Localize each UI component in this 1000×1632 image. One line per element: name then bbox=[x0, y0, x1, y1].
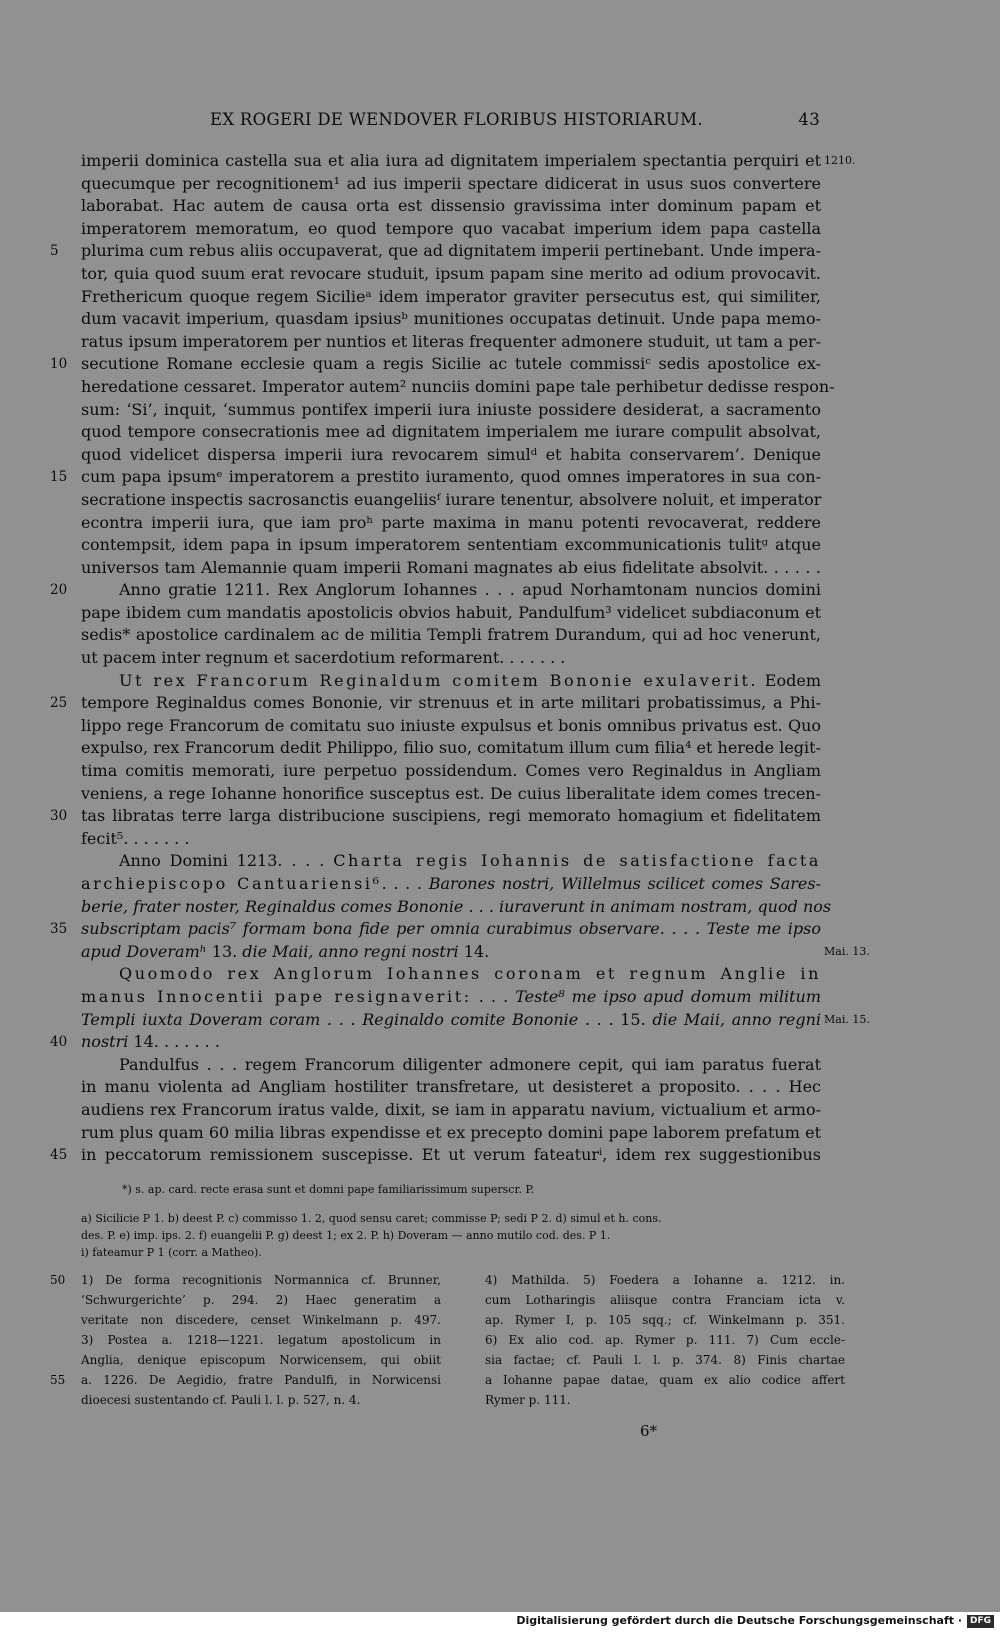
text-line bbox=[0, 466, 1000, 489]
spaced-heading: manus Innocentii pape resignaverit: bbox=[81, 986, 472, 1006]
line-text bbox=[81, 331, 821, 354]
line-text bbox=[81, 399, 821, 422]
text-line bbox=[0, 828, 1000, 851]
text-line bbox=[0, 692, 1000, 715]
text-line bbox=[0, 1054, 1000, 1077]
note-line bbox=[50, 1370, 441, 1390]
spaced-heading: Ut rex Francorum Reginaldum comitem Bononie exulaverit. bbox=[119, 670, 759, 690]
line-number: 40 bbox=[50, 1034, 68, 1051]
italic-text: berie, frater noster, Reginaldus comes Bononie . . . iuraverunt in animam nostram, quod nos bbox=[81, 896, 832, 916]
line-text bbox=[81, 263, 821, 286]
note-text: 1) De forma recognitionis Normannica cf. Brunner, bbox=[81, 1273, 441, 1287]
italic-text: die Maii, anno regni bbox=[652, 1009, 822, 1029]
spaced-heading: archiepiscopo Cantuariensi⁶ bbox=[81, 874, 382, 893]
line-number: 5 bbox=[50, 243, 59, 260]
text-segment: tor, quia quod suum erat revocare studuit, ipsum papam sine merito ad odium provocavit. bbox=[81, 263, 821, 283]
text-segment: Frethericum quoque regem Sicilieᵃ idem imperator graviter persecutus est, qui similiter, bbox=[81, 286, 821, 306]
text-segment: lippo rege Francorum de comitatu suo iniuste expulsus et bonis omnibus privatus est. Quo bbox=[81, 715, 821, 735]
text-segment: contempsit, idem papa in ipsum imperatorem sententiam excommunicationis tulitᵍ atque bbox=[81, 535, 821, 555]
line-text bbox=[81, 376, 835, 399]
text-line bbox=[0, 737, 1000, 760]
text-line bbox=[0, 986, 1000, 1009]
line-text bbox=[81, 421, 821, 444]
line-text bbox=[81, 444, 821, 467]
notes-left-column bbox=[50, 1270, 441, 1410]
line-text bbox=[81, 240, 821, 263]
text-segment: 13. bbox=[206, 941, 243, 961]
text-segment: tempore Reginaldus comes Bononie, vir strenuus et in arte militari probatissimus, a Phi- bbox=[81, 693, 821, 713]
text-line bbox=[0, 647, 1000, 670]
text-segment: 14. bbox=[458, 941, 490, 961]
line-text bbox=[81, 805, 821, 828]
text-line bbox=[0, 670, 1000, 693]
line-text bbox=[81, 534, 821, 557]
text-line bbox=[0, 850, 1000, 873]
line-text bbox=[81, 941, 821, 964]
text-line bbox=[0, 579, 1000, 602]
line-text bbox=[81, 512, 821, 535]
text-line bbox=[0, 873, 1000, 896]
note-text: dioecesi sustentando cf. Pauli l. l. p. 527, n. 4. bbox=[81, 1393, 361, 1407]
line-text bbox=[81, 624, 821, 647]
text-line bbox=[0, 1099, 1000, 1122]
line-text bbox=[81, 602, 821, 625]
text-segment: expulso, rex Francorum dedit Philippo, filio suo, comitatum illum cum filia⁴ et herede legit- bbox=[81, 738, 821, 758]
text-line bbox=[0, 218, 1000, 241]
line-text bbox=[81, 466, 821, 489]
text-line bbox=[0, 715, 1000, 738]
text-segment: pape ibidem cum mandatis apostolicis obvios habuit, Pandulfum³ videlicet subdiaconum et bbox=[81, 602, 821, 622]
note-line: sia factae; cf. Pauli l. l. p. 374. 8) Finis chartae bbox=[485, 1353, 845, 1367]
line-number: 15 bbox=[50, 469, 68, 486]
text-segment: in peccatorum remissionem suscepisse. Et ut verum fateaturⁱ, idem rex suggestionibus bbox=[81, 1145, 821, 1165]
text-segment: secratione inspectis sacrosanctis euangeliisᶠ iurare tenentur, absolvere noluit, et imperator bbox=[81, 489, 822, 509]
text-line bbox=[0, 353, 1000, 376]
text-line bbox=[0, 602, 1000, 625]
margin-date: Mai. 13. bbox=[824, 944, 870, 958]
text-segment: ut pacem inter regnum et sacerdotium reformarent. . . . . . . bbox=[81, 648, 566, 668]
note-text: Anglia, denique episcopum Norwicensem, qui obiit bbox=[81, 1353, 441, 1367]
margin-date: 1210. bbox=[824, 154, 856, 167]
text-line bbox=[0, 240, 1000, 263]
line-number: 35 bbox=[50, 921, 68, 938]
line-text bbox=[81, 1122, 821, 1145]
margin-date: Mai. 15. bbox=[824, 1012, 870, 1026]
italic-text: Barones nostri, Willelmus scilicet comes Sares- bbox=[428, 874, 821, 893]
note-line bbox=[50, 1270, 441, 1290]
line-text bbox=[81, 286, 821, 309]
text-segment: secutione Romane ecclesie quam a regis Sicilie ac tutele commissiᶜ sedis apostolice ex- bbox=[81, 354, 821, 374]
note-line: ap. Rymer I, p. 105 sqq.; cf. Winkelmann p. 351. bbox=[485, 1313, 845, 1327]
line-number: 55 bbox=[50, 1373, 66, 1387]
text-line bbox=[0, 376, 1000, 399]
text-segment: universos tam Alemannie quam imperii Romani magnates ab eius fidelitate absolvit. . . . . . bbox=[81, 557, 821, 577]
text-line bbox=[0, 444, 1000, 467]
dfg-logo: DFG bbox=[967, 1615, 994, 1628]
italic-text: apud Doveramʰ bbox=[81, 941, 207, 961]
text-line bbox=[0, 918, 1000, 941]
text-line bbox=[0, 896, 1000, 919]
line-text bbox=[81, 579, 821, 602]
line-text bbox=[81, 557, 821, 580]
line-text bbox=[81, 828, 821, 851]
text-line bbox=[0, 308, 1000, 331]
line-text bbox=[81, 963, 821, 986]
line-text bbox=[81, 896, 832, 919]
note-line: a Iohanne papae datae, quam ex alio codice affert bbox=[485, 1373, 845, 1387]
line-text bbox=[81, 195, 821, 218]
line-text bbox=[81, 692, 821, 715]
line-number: 20 bbox=[50, 582, 68, 599]
text-line bbox=[0, 150, 1000, 173]
text-segment: heredatione cessaret. Imperator autem² nunciis domini pape tale perhibetur dedisse respon- bbox=[81, 376, 835, 396]
critical-note-line: i) fateamur P 1 (corr. a Matheo). bbox=[81, 1246, 262, 1259]
text-line bbox=[0, 399, 1000, 422]
text-line bbox=[0, 286, 1000, 309]
text-segment: quod tempore consecrationis mee ad dignitatem imperialem me iurare compulit absolvat, bbox=[81, 422, 821, 442]
text-line bbox=[0, 534, 1000, 557]
text-segment: Anno Domini 1213. . . . bbox=[119, 851, 334, 871]
footnote-star: *) s. ap. card. recte erasa sunt et domni pape familiarissimum superscr. P. bbox=[122, 1183, 535, 1196]
text-segment: . . . bbox=[471, 986, 516, 1006]
line-text bbox=[81, 783, 821, 806]
italic-text: Templi iuxta Doveram coram . . . Reginaldo comite Bononie bbox=[81, 1009, 579, 1029]
text-segment: . . . 15. bbox=[578, 1009, 653, 1029]
line-number: 45 bbox=[50, 1147, 68, 1164]
text-segment: Anno gratie 1211. Rex Anglorum Iohannes . . . apud Norhamtonam nuncios domini bbox=[119, 580, 821, 600]
text-line bbox=[0, 1031, 1000, 1054]
note-line bbox=[81, 1350, 441, 1370]
line-text bbox=[81, 218, 821, 241]
text-segment: sum: ‘Si’, inquit, ‘summus pontifex imperii iura iniuste possidere desiderat, a sacramento bbox=[81, 399, 821, 419]
text-segment: cum papa ipsumᵉ imperatorem a prestito iuramento, quod omnes imperatores in sua con- bbox=[81, 467, 821, 487]
line-text bbox=[81, 918, 821, 941]
text-segment: fecit⁵. . . . . . . bbox=[81, 828, 190, 848]
text-line bbox=[0, 624, 1000, 647]
spaced-heading: Charta regis Iohannis de satisfactione facta bbox=[333, 851, 821, 871]
note-line bbox=[81, 1310, 441, 1330]
line-text bbox=[81, 760, 821, 783]
text-segment: quecumque per recognitionem¹ ad ius imperii spectare didicerat in usus suos convertere bbox=[81, 173, 821, 193]
line-text bbox=[81, 737, 821, 760]
line-text bbox=[81, 986, 821, 1009]
italic-text: nostri bbox=[81, 1032, 129, 1052]
note-line: 4) Mathilda. 5) Foedera a Iohanne a. 1212. in. bbox=[485, 1273, 845, 1287]
text-line bbox=[0, 173, 1000, 196]
note-line: cum Lotharingis aliisque contra Franciam icta v. bbox=[485, 1293, 845, 1307]
text-segment: imperii dominica castella sua et alia iura ad dignitatem imperialem spectantia perquiri et bbox=[81, 151, 821, 170]
text-line bbox=[0, 331, 1000, 354]
italic-text: Teste⁸ me ipso apud domum militum bbox=[515, 986, 821, 1006]
main-text bbox=[0, 150, 1000, 1167]
note-text: 3) Postea a. 1218—1221. legatum apostolicum in bbox=[81, 1333, 441, 1347]
text-line bbox=[0, 963, 1000, 986]
note-line bbox=[81, 1390, 441, 1410]
footer-bar bbox=[0, 1612, 1000, 1632]
text-segment: Pandulfus . . . regem Francorum diligenter admonere cepit, qui iam paratus fuerat bbox=[119, 1054, 821, 1074]
note-line: Rymer p. 111. bbox=[485, 1393, 571, 1407]
text-segment: 14. . . . . . . bbox=[128, 1032, 220, 1052]
line-text bbox=[81, 1009, 821, 1032]
line-text bbox=[81, 670, 821, 693]
footer-credit: Digitalisierung gefördert durch die Deutsche Forschungsgemeinschaft · bbox=[516, 1614, 962, 1627]
sheet-signature: 6* bbox=[640, 1422, 658, 1440]
text-line bbox=[0, 760, 1000, 783]
text-line bbox=[0, 1122, 1000, 1145]
running-title: EX ROGERI DE WENDOVER FLORIBUS HISTORIARUM. bbox=[210, 110, 703, 129]
spaced-heading: Quomodo rex Anglorum Iohannes coronam et regnum Anglie in bbox=[119, 964, 821, 984]
text-line bbox=[0, 1009, 1000, 1032]
text-segment: rum plus quam 60 milia libras expendisse et ex precepto domini pape laborem prefatum et bbox=[81, 1122, 821, 1142]
note-text: a. 1226. De Aegidio, fratre Pandulfi, in Norwicensi bbox=[81, 1373, 441, 1387]
page-header bbox=[80, 104, 820, 136]
page-number: 43 bbox=[798, 110, 820, 129]
line-text bbox=[81, 150, 821, 173]
text-segment: . . . . bbox=[381, 874, 429, 893]
text-segment: plurima cum rebus aliis occupaverat, que ad dignitatem imperii pertinebant. Unde impera- bbox=[81, 241, 821, 261]
critical-apparatus bbox=[81, 1210, 821, 1261]
line-text bbox=[81, 1099, 821, 1122]
line-text bbox=[81, 1054, 821, 1077]
text-line bbox=[0, 421, 1000, 444]
line-text bbox=[81, 1076, 821, 1099]
text-line bbox=[0, 783, 1000, 806]
line-number: 25 bbox=[50, 695, 68, 712]
text-segment: tima comitis memorati, iure perpetuo possidendum. Comes vero Reginaldus in Angliam bbox=[81, 761, 821, 781]
note-line: 6) Ex alio cod. ap. Rymer p. 111. 7) Cum eccle- bbox=[485, 1333, 845, 1347]
line-text bbox=[81, 873, 821, 896]
note-text: veritate non discedere, censet Winkelmann p. 497. bbox=[81, 1313, 441, 1327]
line-text bbox=[81, 308, 821, 331]
text-line bbox=[0, 512, 1000, 535]
italic-text: subscriptam pacis⁷ formam bona fide per omnia curabimus observare. . . . Teste me ipso bbox=[81, 919, 821, 939]
critical-note-line: a) Sicilicie P 1. b) deest P. c) commisso 1. 2, quod sensu caret; commisse P; sedi P 2. d) simul et h. cons. bbox=[81, 1212, 662, 1225]
text-segment: in manu violenta ad Angliam hostiliter transfretare, ut desisteret a proposito. . . . Hec bbox=[81, 1077, 821, 1097]
line-number: 50 bbox=[50, 1273, 66, 1287]
line-number: 30 bbox=[50, 808, 68, 825]
text-line bbox=[0, 805, 1000, 828]
text-segment: dum vacavit imperium, quasdam ipsiusᵇ munitiones occupatas detinuit. Unde papa memo- bbox=[81, 309, 821, 329]
text-segment: audiens rex Francorum iratus valde, dixit, se iam in apparatu navium, victualium et armo- bbox=[81, 1099, 821, 1119]
line-text bbox=[81, 173, 821, 196]
text-line bbox=[0, 1144, 1000, 1167]
italic-text: die Maii, anno regni nostri bbox=[242, 941, 459, 961]
text-segment: Eodem bbox=[758, 670, 822, 690]
line-text bbox=[81, 353, 821, 376]
line-text bbox=[81, 489, 821, 512]
text-segment: econtra imperii iura, que iam proʰ parte maxima in manu potenti revocaverat, reddere bbox=[81, 512, 821, 532]
line-text bbox=[81, 850, 821, 873]
line-text bbox=[81, 1144, 821, 1167]
text-line bbox=[0, 557, 1000, 580]
text-segment: imperatorem memoratum, eo quod tempore quo vacabat imperium idem papa castella bbox=[81, 218, 821, 238]
line-number: 10 bbox=[50, 356, 68, 373]
notes-right-column bbox=[485, 1270, 845, 1410]
text-line bbox=[0, 1076, 1000, 1099]
critical-note-line: des. P. e) imp. ips. 2. f) euangelii P. g) deest 1; ex 2. P. h) Doveram — anno mutilo cod. des. P 1. bbox=[81, 1229, 611, 1242]
line-text bbox=[81, 647, 821, 670]
text-line bbox=[0, 263, 1000, 286]
text-segment: sedis* apostolice cardinalem ac de militia Templi fratrem Durandum, qui ad hoc venerunt, bbox=[81, 625, 821, 645]
note-line bbox=[81, 1290, 441, 1310]
text-segment: quod videlicet dispersa imperii iura revocarem simulᵈ et habita conservarem’. Denique bbox=[81, 444, 821, 464]
text-segment: laborabat. Hac autem de causa orta est dissensio gravissima inter dominum papam et bbox=[81, 196, 821, 216]
text-line bbox=[0, 195, 1000, 218]
text-segment: ratus ipsum imperatorem per nuntios et literas frequenter admonere studuit, ut tam a per- bbox=[81, 331, 821, 351]
line-text bbox=[81, 1031, 821, 1054]
text-segment: veniens, a rege Iohanne honorifice susceptus est. De cuius liberalitate idem comes trecen- bbox=[81, 783, 821, 803]
note-text: ‘Schwurgerichte’ p. 294. 2) Haec generatim a bbox=[81, 1293, 441, 1307]
text-line bbox=[0, 941, 1000, 964]
text-line bbox=[0, 489, 1000, 512]
text-segment: tas libratas terre larga distribucione suscipiens, regi memorato homagium et fidelitatem bbox=[81, 806, 821, 826]
line-text bbox=[81, 715, 821, 738]
note-line bbox=[81, 1330, 441, 1350]
